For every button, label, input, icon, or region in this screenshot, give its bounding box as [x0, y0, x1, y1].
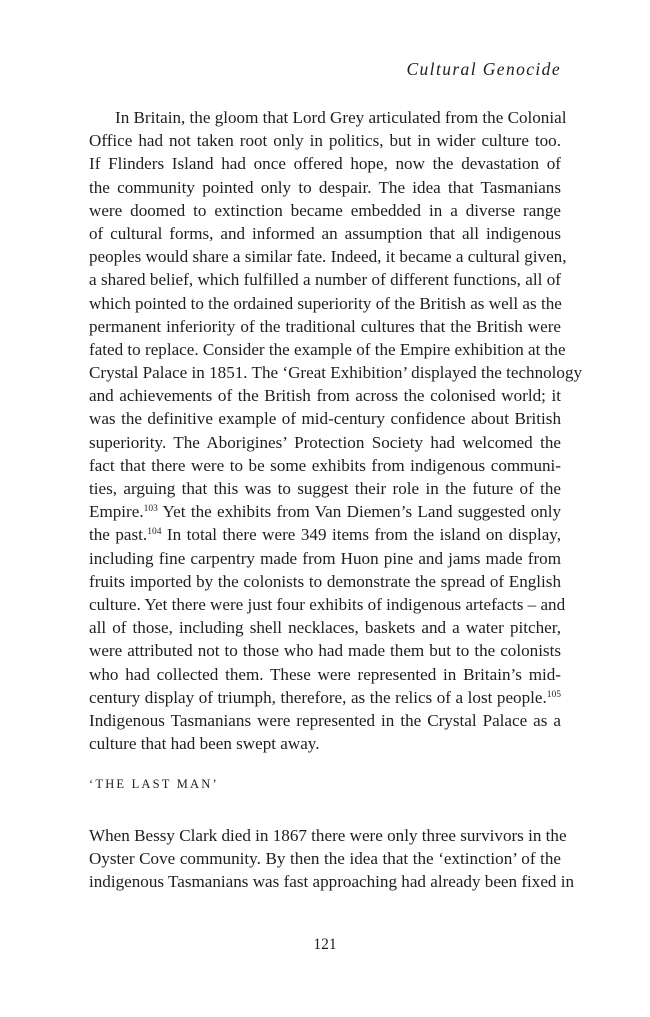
text-line: Office had not taken root only in politics, but in wider culture too. [89, 131, 561, 151]
paragraph-1 [89, 106, 583, 755]
text-line: and achievements of the British from across the colonised world; it [89, 386, 561, 406]
text-line: including fine carpentry made from Huon pine and jams made from [89, 548, 561, 568]
page-number: 121 [313, 936, 337, 953]
footnote-ref-103: 103 [143, 504, 158, 515]
text-line [89, 500, 561, 523]
text-fragment: century display of triumph, therefore, as the relics of a lost people. [89, 687, 547, 707]
text-line: who had collected them. These were represented in Britain’s mid- [89, 664, 561, 684]
footnote-ref-105: 105 [546, 689, 561, 700]
text-fragment: Empire. [89, 502, 144, 522]
text-line: was the definitive example of mid-century confidence about British [89, 409, 561, 429]
text-line: Crystal Palace in 1851. The ‘Great Exhibition’ displayed the technology [89, 363, 583, 383]
text-line: fact that there were to be some exhibits from indigenous communi- [89, 455, 561, 475]
text-line: were doomed to extinction became embedded in a diverse range [89, 200, 561, 220]
section-heading: ‘THE LAST MAN’ [89, 777, 219, 791]
text-line: ties, arguing that this was to suggest their role in the future of the [89, 479, 561, 498]
running-head: Cultural Genocide [406, 59, 561, 79]
text-line: superiority. The Aborigines’ Protection Society had welcomed the [89, 432, 561, 452]
text-line [89, 523, 561, 546]
text-line: permanent inferiority of the traditional cultures that the British were [89, 316, 561, 336]
text-line: the community pointed only to despair. The idea that Tasmanians [89, 177, 561, 197]
text-line: were attributed not to those who had made them but to the colonists [89, 641, 561, 661]
text-line: a shared belief, which fulfilled a number of different functions, all of [89, 270, 561, 290]
text-line: culture that had been swept away. [89, 734, 320, 754]
text-line: culture. Yet there were just four exhibits of indigenous artefacts – and [89, 594, 566, 614]
text-fragment: Yet the exhibits from Van Diemen’s Land suggested only [157, 502, 561, 522]
text-line: of cultural forms, and informed an assumption that all indigenous [89, 223, 561, 243]
text-line: which pointed to the ordained superiority of the British as well as the [89, 293, 562, 313]
paragraph-2 [89, 824, 575, 894]
text-line: all of those, including shell necklaces, baskets and a water pitcher, [89, 618, 561, 638]
text-line: Indigenous Tasmanians were represented in the Crystal Palace as a [89, 710, 561, 730]
text-line: In Britain, the gloom that Lord Grey articulated from the Colonial [115, 108, 567, 127]
text-line: fruits imported by the colonists to demonstrate the spread of English [89, 571, 561, 591]
text-line: Oyster Cove community. By then the idea that the ‘extinction’ of the [89, 849, 561, 869]
text-line: indigenous Tasmanians was fast approaching had already been fixed in [89, 872, 575, 892]
text-fragment: In total there were 349 items from the island on display, [161, 525, 561, 545]
text-line: fated to replace. Consider the example of the Empire exhibition at the [89, 339, 566, 359]
text-line: When Bessy Clark died in 1867 there were only three survivors in the [89, 826, 567, 845]
text-line: If Flinders Island had once offered hope, now the devastation of [89, 154, 561, 174]
text-line: peoples would share a similar fate. Indeed, it became a cultural given, [89, 247, 567, 267]
text-fragment: the past. [89, 525, 148, 545]
footnote-ref-104: 104 [147, 527, 162, 538]
text-line [89, 686, 561, 709]
